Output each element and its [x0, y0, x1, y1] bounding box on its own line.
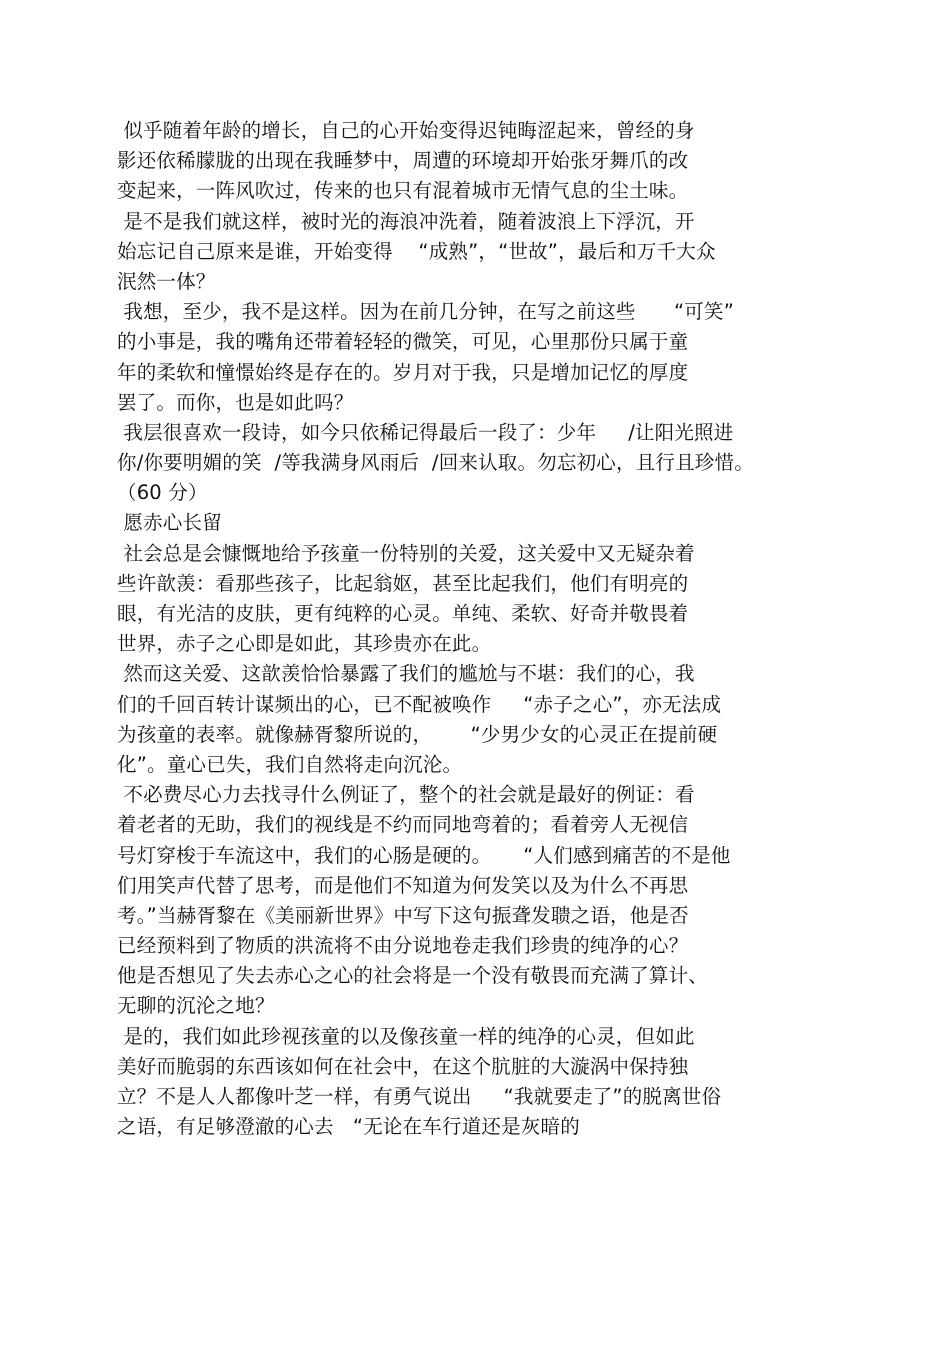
text-line: 些许歆羡：看那些孩子，比起翁妪，甚至比起我们，他们有明亮的: [117, 571, 689, 595]
text-line: 是的，我们如此珍视孩童的以及像孩童一样的纯净的心灵，但如此: [117, 1024, 695, 1048]
essay-title: 愿赤心长留: [117, 511, 222, 535]
text-line: 我想，至少，我不是这样。因为在前几分钟，在写之前这些 “可笑”: [117, 300, 734, 324]
text-line: 是不是我们就这样，被时光的海浪冲洗着，随着波浪上下浮沉，开: [117, 209, 695, 233]
text-line: 美好而脆弱的东西该如何在社会中，在这个肮脏的大漩涡中保持独: [117, 1054, 689, 1078]
text-line: 罢了。而你，也是如此吗？: [117, 390, 354, 414]
text-line: 们的千回百转计谋频出的心，已不配被唤作 “赤子之心”，亦无法成: [117, 692, 722, 716]
text-line: 之语，有足够澄澈的心去 “无论在车行道还是灰暗的: [117, 1115, 580, 1139]
text-line: （60 分）: [117, 481, 208, 505]
text-line: 已经预料到了物质的洪流将不由分说地卷走我们珍贵的纯净的心？: [117, 934, 689, 958]
text-line: 年的柔软和憧憬始终是存在的。岁月对于我，只是增加记忆的厚度: [117, 360, 689, 384]
text-line: 眼，有光洁的皮肤，更有纯粹的心灵。单纯、柔软、好奇并敬畏着: [117, 602, 689, 625]
text-line: 影还依稀朦胧的出现在我睡梦中，周遭的环境却开始张牙舞爪的改: [117, 149, 689, 173]
text-line: 你/你要明媚的笑 /等我满身风雨后 /回来认取。勿忘初心，且行且珍惜。: [117, 451, 754, 475]
text-line: 我层很喜欢一段诗，如今只依稀记得最后一段了：少年 /让阳光照进: [117, 420, 734, 444]
text-line: 世界，赤子之心即是如此，其珍贵亦在此。: [117, 632, 492, 656]
text-line: 似乎随着年龄的增长，自己的心开始变得迟钝晦涩起来，曾经的身: [117, 119, 695, 142]
text-line: 考。”当赫胥黎在《美丽新世界》中写下这句振聋发聩之语，他是否: [117, 903, 689, 927]
text-line: 泯然一体？: [117, 269, 216, 293]
text-line: 的小事是，我的嘴角还带着轻轻的微笑，可见，心里那份只属于童: [117, 330, 689, 354]
essay-text: [117, 116, 837, 1142]
text-line: 着老者的无助，我们的视线是不约而同地弯着的；看着旁人无视信: [117, 813, 689, 837]
text-line: 号灯穿梭于车流这中，我们的心肠是硬的。 “人们感到痛苦的不是他: [117, 843, 731, 867]
text-line: 立？不是人人都像叶芝一样，有勇气说出 “我就要走了”的脱离世俗: [117, 1085, 722, 1108]
text-line: 为孩童的表率。就像赫胥黎所说的， “少男少女的心灵正在提前硬: [117, 722, 718, 746]
text-line: 始忘记自己原来是谁，开始变得 “成熟”，“世故”，最后和万千大众: [117, 239, 716, 263]
text-line: 然而这关爱、这歆羡恰恰暴露了我们的尴尬与不堪：我们的心，我: [117, 662, 695, 686]
text-line: 不必费尽心力去找寻什么例证了，整个的社会就是最好的例证：看: [117, 783, 695, 807]
text-line: 化”。童心已失，我们自然将走向沉沦。: [117, 752, 463, 776]
text-line: 变起来，一阵风吹过，传来的也只有混着城市无情气息的尘土味。: [117, 179, 689, 203]
text-line: 他是否想见了失去赤心之心的社会将是一个没有敬畏而充满了算计、: [117, 964, 709, 988]
text-line: 们用笑声代替了思考，而是他们不知道为何发笑以及为什么不再思: [117, 873, 689, 897]
text-line: 社会总是会慷慨地给予孩童一份特别的关爱，这关爱中又无疑杂着: [117, 541, 695, 565]
text-line: 无聊的沉沦之地？: [117, 994, 275, 1018]
